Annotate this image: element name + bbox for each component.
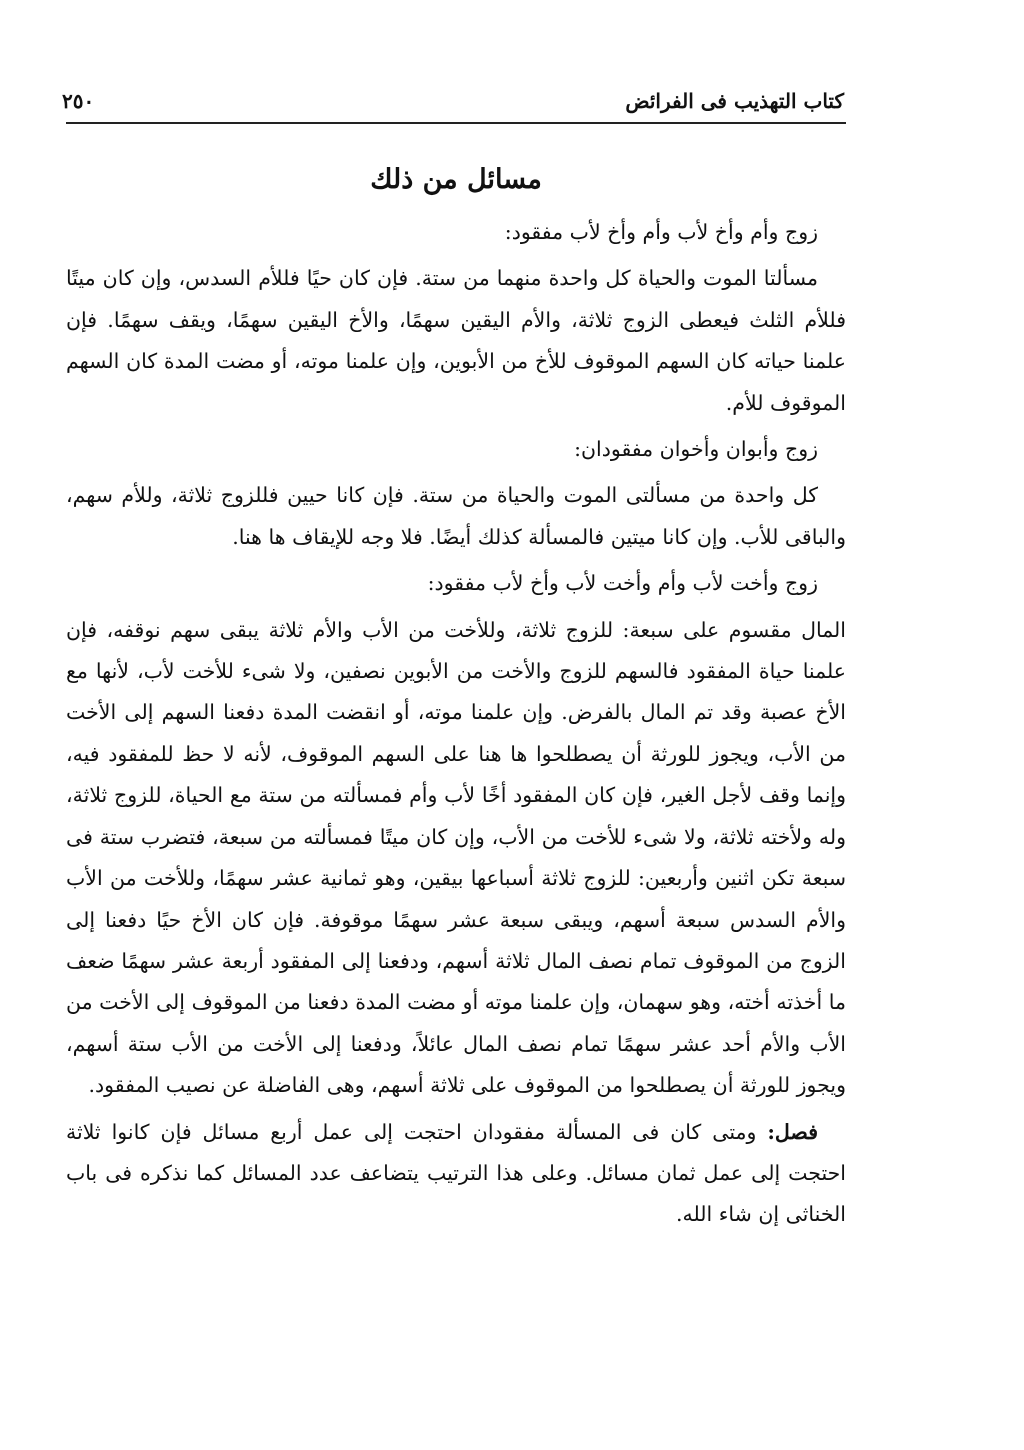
- case-heading: زوج وأبوان وأخوان مفقودان:: [574, 437, 818, 462]
- case-heading: زوج وأخت لأب وأم وأخت لأب وأخ لأب مفقود:: [427, 571, 818, 596]
- section-title: مسائل من ذلك: [370, 164, 542, 195]
- header-rule: [66, 122, 846, 124]
- fasl-paragraph: [66, 1112, 846, 1236]
- case-heading: زوج وأم وأخ لأب وأم وأخ لأب مفقود:: [504, 220, 818, 244]
- case-paragraph: المال مقسوم على سبعة: للزوج ثلاثة، وللأخت من الأب والأم ثلاثة يبقى سهم نوقفه، فإن علمنا حياة المفقود فالسهم للزوج والأخت من الأبوين نصفين، ولا شىء للأخت لأب، لأنها مع الأخ عصبة وقد تم المال بالفرض. وإن علمنا موته، أو انقضت المدة دفعنا السهم إلى الأخت من الأب، ويجوز للورثة أن يصطلحوا ها هنا على السهم الموقوف، لأنه لا حظ للمفقود فيه، وإنما وقف لأجل الغير، فإن كان المفقود أخًا لأب وأم فمسألته من ستة مع الحياة، للزوج ثلاثة، وله ولأخته ثلاثة، ولا شىء للأخت من الأب، وإن كان ميتًا فمسألته من سبعة، فتضرب ستة فى سبعة تكن اثنين وأربعين: للزوج ثلاثة أسباعها بيقين، وهو ثمانية عشر سهمًا، وللأخت من الأب والأم السدس سبعة أسهم، ويبقى سبعة عشر سهمًا موقوفة. فإن كان الأخ حيًا دفعنا إلى الزوج من الموقوف تمام نصف المال ثلاثة أسهم، ودفعنا إلى المفقود أربعة عشر سهمًا ضعف ما أخذته أخته، وهو سهمان، وإن علمنا موته أو مضت المدة دفعنا من الموقوف إلى الأخت من الأب والأم أحد عشر سهمًا تمام نصف المال عائلاً، ودفعنا إلى الأخت من الأب ستة أسهم، ويجوز للورثة أن يصطلحوا من الموقوف على ثلاثة أسهم، وهى الفاضلة عن نصيب المفقود.: [66, 617, 846, 1098]
- case-paragraph: مسألتا الموت والحياة كل واحدة منهما من ستة. فإن كان حيًا فللأم السدس، وإن كان ميتًا فللأم الثلث فيعطى الزوج ثلاثة، والأم اليقين سهمًا، والأخ اليقين سهمًا، ويقف سهمًا. فإن علمنا حياته كان السهم الموقوف للأخ من الأبوين، وإن علمنا موته، أو مضت المدة كان السهم الموقوف للأم.: [66, 266, 846, 415]
- case-paragraph: كل واحدة من مسألتى الموت والحياة من ستة. فإن كانا حيين فللزوج ثلاثة، وللأم سهم، والباقى للأب. وإن كانا ميتين فالمسألة كذلك أيضًا. فلا وجه للإيقاف ها هنا.: [66, 483, 846, 549]
- page-number: ٢٥٠: [62, 89, 95, 113]
- main-text: [66, 212, 846, 1236]
- book-title: كتاب التهذيب فى الفرائض: [625, 89, 844, 113]
- fasl-text: ومتى كان فى المسألة مفقودان احتجت إلى عمل أربع مسائل فإن كانوا ثلاثة احتجت إلى عمل ثمان مسائل. وعلى هذا الترتيب يتضاعف عدد المسائل كما نذكره فى باب الخناثى إن شاء الله.: [66, 1119, 846, 1227]
- fasl-label: فصل:: [767, 1119, 818, 1144]
- running-header: [62, 80, 844, 122]
